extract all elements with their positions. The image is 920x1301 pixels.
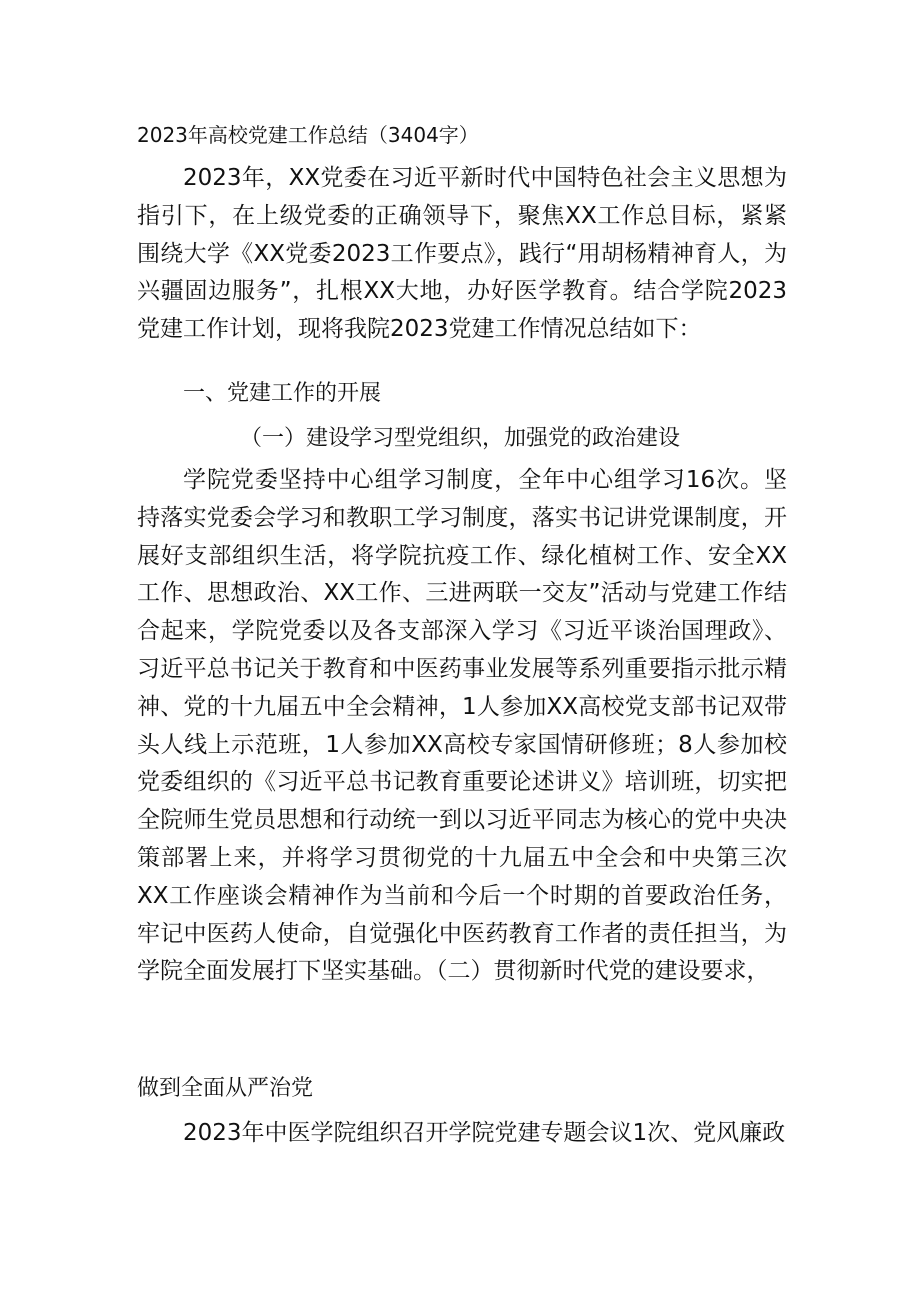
subsection-1-body: 学院党委坚持中心组学习制度，全年中心组学习16次。坚持落实党委会学习和教职工学习制度，落实书记讲党课制度，开展好支部组织生活，将学院抗疫工作、绿化植树工作、安全XX工作、思想政治、XX工作、三进两联一交友”活动与党建工作结合起来，学院党委以及各支部深入学习《习近平谈治国理政》、习近平总书记关于教育和中医药事业发展等系列重要指示批示精神、党的十九届五中全会精神，1人参加XX高校党支部书记双带头人线上示范班，1人参加XX高校专家国情研修班；8人参加校党委组织的《习近平总书记教育重要论述讲义》培训班，切实把全院师生党员思想和行动统一到以习近平同志为核心的党中央决策部署上来，并将学习贯彻党的十九届五中全会和中央第三次XX工作座谈会精神作为当前和今后一个时期的首要政治任务，牢记中医药人使命，自觉强化中医药教育工作者的责任担当，为学院全面发展打下坚实基础。（二）贯彻新时代党的建设要求， [137,467,787,985]
subsection-2-heading-tail: 做到全面从严治党 [137,1076,314,1101]
section-heading-1: 一、党建工作的开展 [183,381,382,406]
document-title: 2023年高校党建工作总结（3404字） [137,123,479,147]
intro-paragraph: 2023年，XX党委在习近平新时代中国特色社会主义思想为指引下，在上级党委的正确领导下，聚焦XX工作总目标，紧紧围绕大学《XX党委2023工作要点》，践行“用胡杨精神育人，为兴疆固边服务”，扎根XX大地，办好医学教育。结合学院2023党建工作计划，现将我院2023党建工作情况总结如下： [137,165,787,343]
subsection-2-body: 2023年中医学院组织召开学院党建专题会议1次、党风廉政 [183,1120,786,1146]
subsection-heading-1: （一）建设学习型党组织，加强党的政治建设 [240,426,681,451]
